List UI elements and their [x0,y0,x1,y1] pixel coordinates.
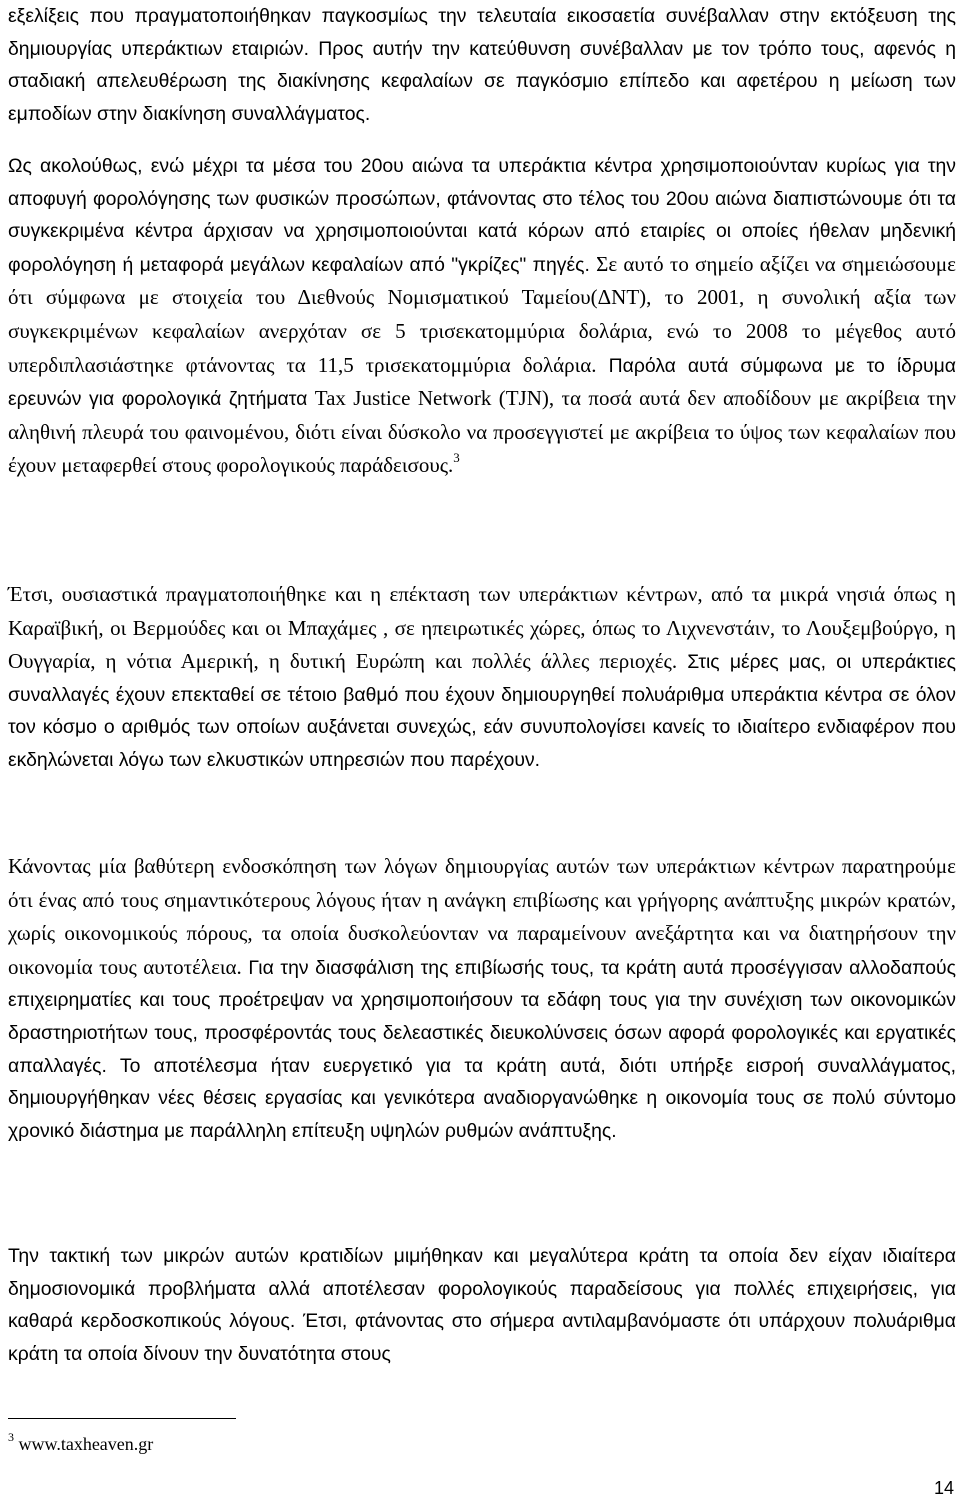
paragraph-5-text: Την τακτική των μικρών αυτών κρατιδίων μιμήθηκαν και μεγαλύτερα κράτη τα οποία δεν είχαν ιδιαίτερα δημοσιονομικά προβλήματα αλλά αποτέλεσαν φορολογικούς παραδείσους για πολλές επιχειρήσεις, για καθαρά κερδοσκοπικούς λόγους. Έτσι, φτάνοντας στο σήμερα αντιλαμβανόμαστε ότι υπάρχουν πολυάριθμα κράτη τα οποία δίνουν την δυνατότητα στους [8,1245,956,1365]
paragraph-2 [8,150,956,483]
paragraph-4-serif-part: Κάνοντας μία βαθύτερη ενδοσκόπηση των λόγων δημιουργίας αυτών των υπεράκτιων κέντρων παρατηρούμε ότι ένας από τους σημαντικότερους λόγους ήταν η ανάγκη επιβίωσης και γρήγορης ανάπτυξης μικρών κρατών, χωρίς οικονομικούς πόρους, τα οποία δυσκολεύονταν να παραμείνουν ανεξάρτητα και να διατηρήσουν την οικονομία τους αυτοτέλεια. [8,854,956,979]
page-number: 14 [933,1478,954,1498]
footnote-reference[interactable]: 3 [453,450,460,466]
paragraph-1-text: εξελίξεις που πραγματοποιήθηκαν παγκοσμίως την τελευταία εικοσαετία συνέβαλλαν στην εκτόξευση της δημιουργίας υπεράκτιων εταιριών. Προς αυτήν την κατεύθυνση συνέβαλλαν με τον τρόπο τους, αφενός η σταδιακή απελευθέρωση της διακίνησης κεφαλαίων σε παγκόσμιο επίπεδο και αφετέρου η μείωση των εμποδίων στην διακίνηση συναλλάγματος. [8,5,956,125]
paragraph-2-serif-part-1: Σε αυτό το σημείο αξίζει να σημειώσουμε ότι σύμφωνα με στοιχεία του Διεθνούς Νομισματικού Ταμείου(ΔΝΤ), το 2001, η συνολική αξία των συγκεκριμένων κεφαλαίων ανερχόταν σε 5 τρισεκατομμύρια δολάρια, ενώ το 2008 το μέγεθος αυτό υπερδιπλασιάστηκε φτάνοντας τα 11,5 τρισεκατομμύρια δολάρια. [8,251,956,377]
footnote-separator [8,1418,236,1419]
paragraph-4-sans-part: Για την διασφάλιση της επιβίωσής τους, τα κράτη αυτά προσέγγισαν αλλοδαπούς επιχειρηματίες και τους προέτρεψαν να χρησιμοποιήσουν τα εδάφη τους για την συνέχιση των οικονομικών δραστηριοτήτων τους, προσφέροντάς τους δελεαστικές διευκολύνσεις όσων αφορά φορολογικές και εργατικές απαλλαγές. Το αποτέλεσμα ήταν ευεργετικό για τα κράτη αυτά, διότι υπήρξε εισροή συναλλάγματος, δημιουργήθηκαν νέες θέσεις εργασίας και γενικότερα αναδιοργανώθηκε η οικονομία τους σε πολύ σύντομο χρονικό διάστημα με παράλληλη επίτευξη υψηλών ρυθμών ανάπτυξης. [8,956,957,1142]
footnote-text[interactable]: www.taxheaven.gr [14,1434,154,1454]
footnote [8,1432,153,1456]
paragraph-3-serif-part: Έτσι, ουσιαστικά πραγματοποιήθηκε και η επέκταση των υπεράκτιων κέντρων, από τα μικρά νησιά όπως η Καραϊβική, οι Βερμούδες και οι Μπαχάμες , σε ηπειρωτικές χώρες, όπως το Λιχνενστάιν, το Λουξεμβούργο, η Ουγγαρία, η νότια Αμερική, η δυτική Ευρώπη και πολλές άλλες περιοχές. [8,582,956,674]
paragraph-3 [8,578,956,777]
paragraph-1 [8,0,956,130]
paragraph-2-sans-part-2: Παρόλα αυτά σύμφωνα με το ίδρυμα ερευνών για φορολογικά ζητήματα [8,354,956,411]
paragraph-3-sans-part: Στις μέρες μας, οι υπεράκτιες συναλλαγές έχουν επεκταθεί σε τέτοιο βαθμό που έχουν δημιουργηθεί πολυάριθμα υπεράκτια κέντρα σε όλον τον κόσμο ο αριθμός των οποίων αυξάνεται συνεχώς, εάν συνυπολογίσει κανείς το ιδιαίτερο ενδιαφέρον που εκδηλώνεται λόγω των ελκυστικών υπηρεσιών που παρέχουν. [8,651,956,771]
footnote-number: 3 [8,1430,14,1444]
paragraph-5 [8,1240,956,1370]
paragraph-4 [8,850,956,1147]
paragraph-2-sans-part-1: Ως ακολούθως, ενώ μέχρι τα μέσα του 20ου αιώνα τα υπεράκτια κέντρα χρησιμοποιούνταν κυρίως για την αποφυγή φορολόγησης των φυσικών προσώπων, φτάνοντας στο τέλος του 20ου αιώνα διαπιστώνουμε ότι τα συγκεκριμένα κέντρα άρχισαν να χρησιμοποιούνται κατά κόρων από εταιρίες οι οποίες ήθελαν μηδενική φορολόγηση ή μεταφορά μεγάλων κεφαλαίων από "γκρίζες" πηγές. [8,155,956,276]
paragraph-2-serif-part-2: Tax Justice Network (TJN), τα ποσά αυτά δεν αποδίδουν με ακρίβεια την αληθινή πλευρά του φαινομένου, διότι είναι δύσκολο να προσεγγιστεί με ακρίβεια το ύψος των κεφαλαίων που έχουν μεταφερθεί στους φορολογικούς παράδεισους. [8,386,956,478]
